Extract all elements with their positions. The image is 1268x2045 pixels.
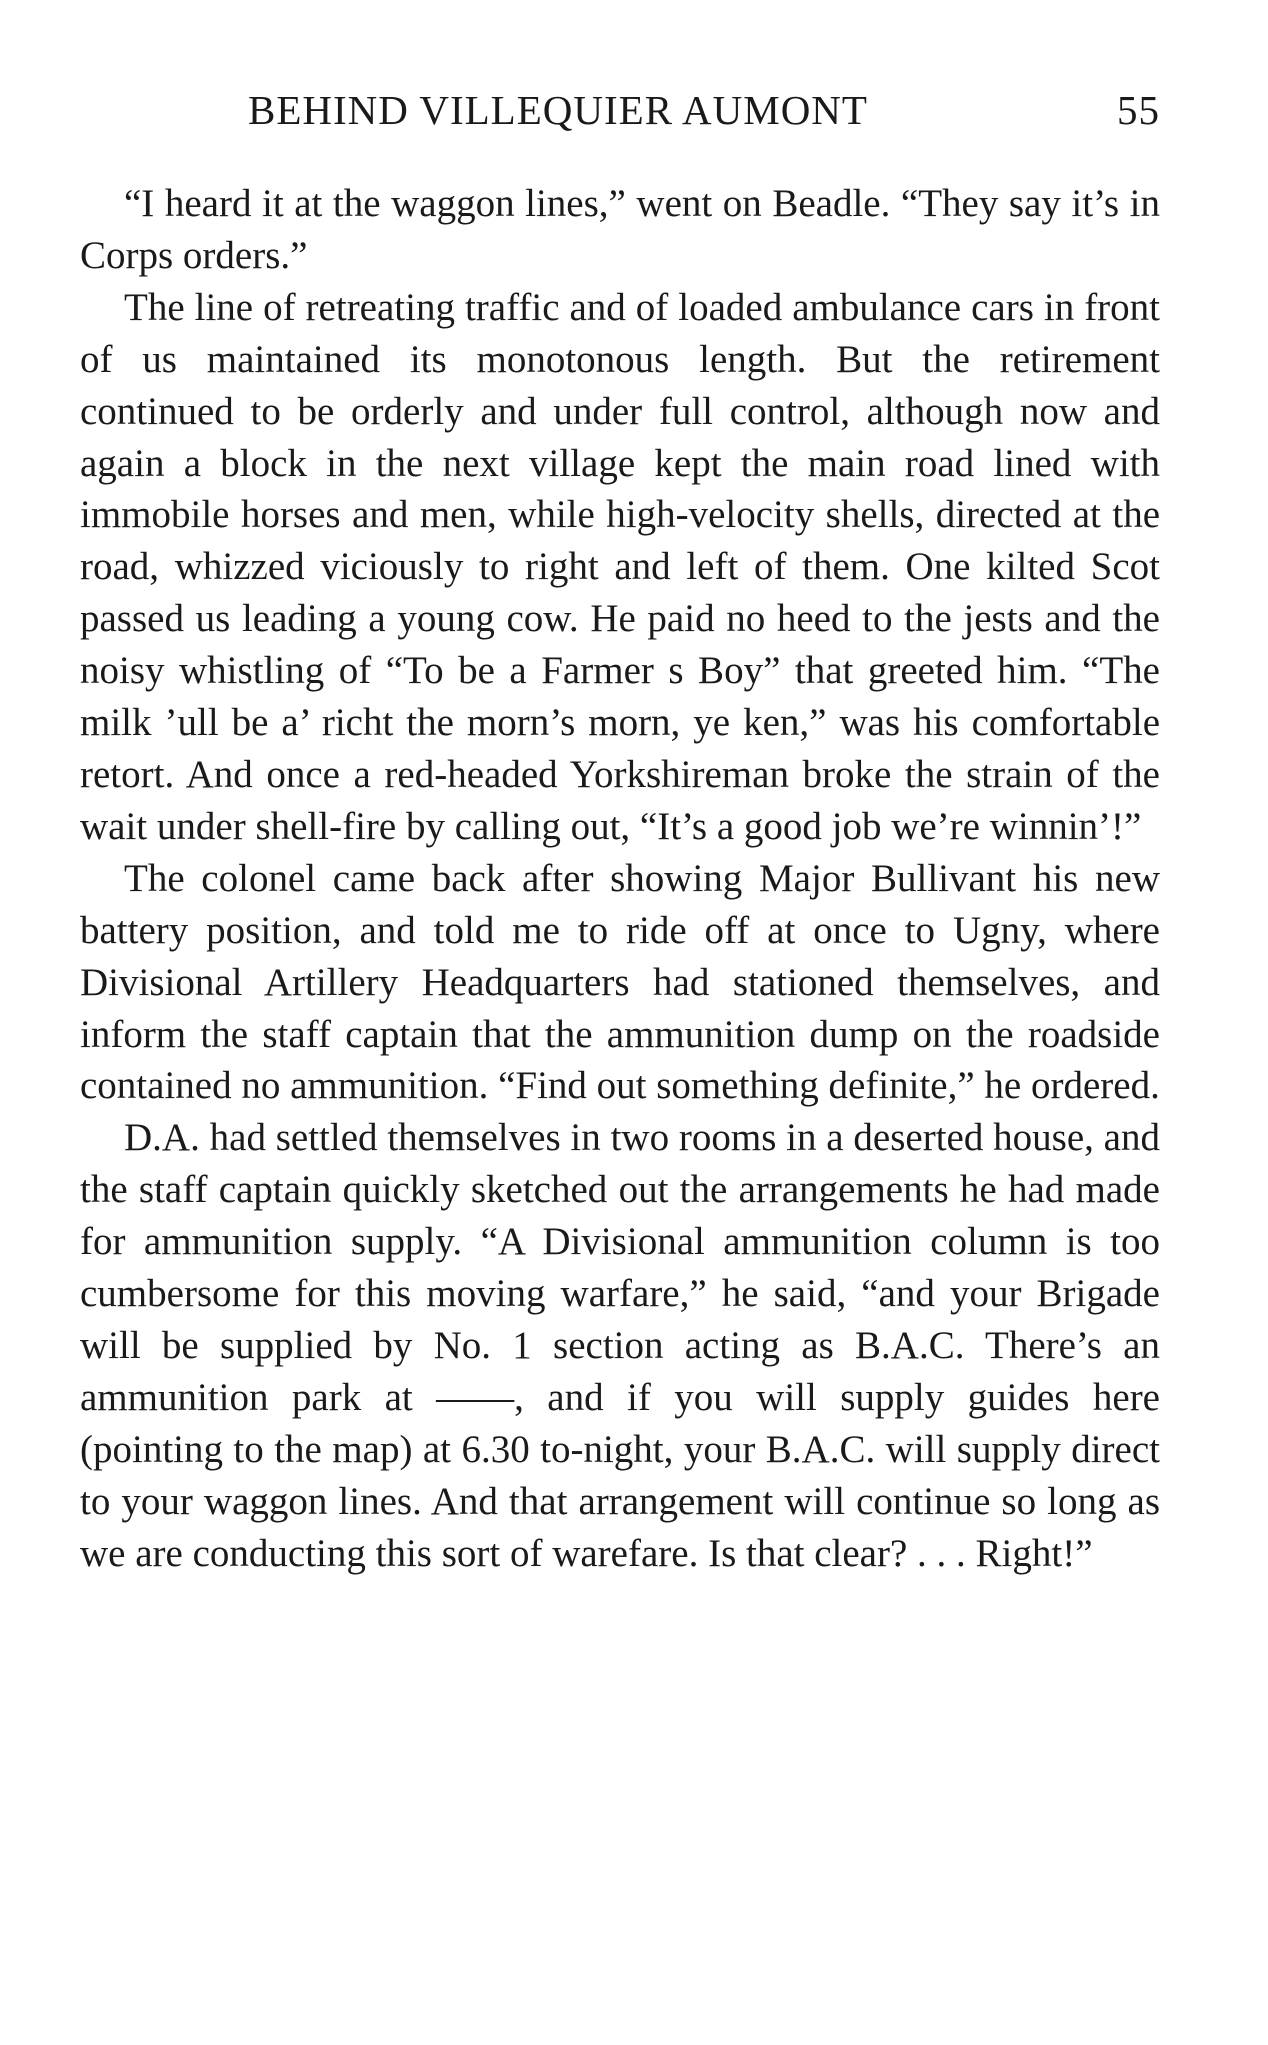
running-head: [80, 86, 1160, 140]
paragraph-staff-captain: D.A. had settled themselves in two rooms in a deserted house, and the staff captain quickly sketched out the arrangements he had made for ammunition supply. “A Divisional ammunition column is too cumbersome for this moving warfare,” he said, “and your Brigade will be supplied by No. 1 section acting as B.A.C. There’s an ammunition park at ——, and if you will supply guides here (pointing to the map) at 6.30 to-night, your B.A.C. will supply direct to your waggon lines. And that arrangement will continue so long as we are conducting this sort of warefare. Is that clear? . . . Right!”: [80, 1116, 1160, 1575]
running-title: BEHIND VILLEQUIER AUMONT: [248, 87, 868, 133]
paragraph-dialogue-beadle: “I heard it at the waggon lines,” went on Beadle. “They say it’s in Corps orders.”: [80, 182, 1160, 277]
paragraph-retreating-traffic: The line of retreating traffic and of loaded ambulance cars in front of us maintained its monotonous length. But the retirement continued to be orderly and under full control, although now and again a block in the next village kept the main road lined with immobile horses and men, while high-velocity shells, directed at the road, whizzed viciously to right and left of them. One kilted Scot passed us leading a young cow. He paid no heed to the jests and the noisy whistling of “To be a Farmer s Boy” that greeted him. “The milk ’ull be a’ richt the morn’s morn, ye ken,” was his comfortable retort. And once a red-headed Yorkshireman broke the strain of the wait under shell-fire by calling out, “It’s a good job we’re winnin’!”: [80, 285, 1160, 848]
paragraph-colonel-returns: The colonel came back after showing Major Bullivant his new battery position, and told me to ride off at once to Ugny, where Divisional Artillery Headquarters had stationed themselves, and inform the staff captain that the ammunition dump on the roadside contained no ammunition. “Find out something definite,” he ordered.: [80, 856, 1160, 1108]
body-text: [80, 178, 1160, 1579]
page-number: 55: [1117, 87, 1160, 133]
